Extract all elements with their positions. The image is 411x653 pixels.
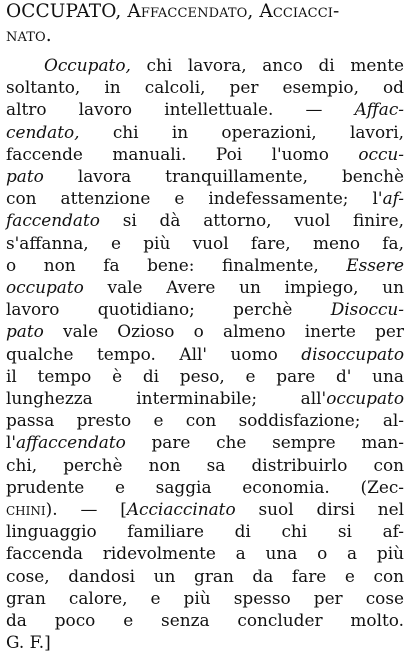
text-run: suol dirsi nel <box>235 499 404 520</box>
text-line <box>6 98 404 120</box>
headword-occupato: OCCUPATO, <box>6 1 122 22</box>
text-line <box>6 54 404 76</box>
text-line <box>6 476 404 498</box>
entry-definition <box>6 54 404 653</box>
text-run: passa presto e con soddisfazione; al- <box>6 410 404 431</box>
text-line <box>6 431 404 453</box>
citation-author: chini <box>6 499 46 520</box>
italic-term: Essere <box>346 254 404 275</box>
text-line <box>6 254 404 276</box>
italic-term: faccendato <box>6 210 100 231</box>
text-run: chi in operazioni, lavori, <box>79 121 404 142</box>
text-run: ). — [ <box>45 499 127 520</box>
text-run: lavoro quotidiano; perchè <box>6 299 331 320</box>
text-line <box>6 587 404 609</box>
text-run: cose, dandosi un gran da fare e con <box>6 565 404 586</box>
italic-term: cendato, <box>6 121 80 142</box>
italic-term: af- <box>382 188 404 209</box>
text-line <box>6 387 404 409</box>
text-run: o non fa bene: finalmente, <box>6 254 347 275</box>
text-line <box>6 520 404 542</box>
text-run: chi, perchè non sa distribuirlo con <box>6 454 404 475</box>
text-line <box>6 232 404 254</box>
text-line <box>6 187 404 209</box>
text-run: pare che sempre man- <box>125 432 404 453</box>
text-run: qualche tempo. All' uomo <box>6 343 302 364</box>
text-run: lavora tranquillamente, benchè <box>43 166 404 187</box>
text-line <box>6 121 404 143</box>
text-line <box>6 209 404 231</box>
text-run: il tempo è di peso, e pare d' una <box>6 365 404 386</box>
text-line <box>6 498 404 520</box>
text-run: s'affanna, e più vuol fare, meno fa, <box>6 232 404 253</box>
text-line <box>6 143 404 165</box>
italic-term: disoccupato <box>301 343 404 364</box>
text-run: altro lavoro intellettuale. — <box>6 99 355 120</box>
text-line <box>6 565 404 587</box>
text-run: vale Avere un impiego, un <box>83 277 404 298</box>
text-line <box>6 631 404 653</box>
text-line <box>6 298 404 320</box>
text-run: soltanto, in calcoli, per esempio, od <box>6 77 404 98</box>
text-line <box>6 454 404 476</box>
italic-term: occupato <box>6 277 84 298</box>
text-run: linguaggio familiare di chi si af- <box>6 521 404 542</box>
italic-term: affaccendato <box>16 432 126 453</box>
italic-term: Affac- <box>354 99 404 120</box>
headword-acciaccinato-continuation: nato. <box>6 25 52 46</box>
italic-term: Acciaccinato <box>126 499 236 520</box>
text-line <box>6 609 404 631</box>
italic-term: pato <box>6 321 44 342</box>
text-line <box>6 76 404 98</box>
italic-term: occupato <box>326 388 404 409</box>
text-run: si dà attorno, vuol finire, <box>99 210 404 231</box>
text-line <box>6 542 404 564</box>
dictionary-page <box>6 0 404 653</box>
text-line <box>6 409 404 431</box>
text-run: prudente e saggia economia. (Zec- <box>6 476 404 497</box>
text-run: chi lavora, anco di mente <box>130 55 404 75</box>
text-run: lunghezza interminabile; all' <box>6 388 327 409</box>
entry-heading <box>6 0 404 48</box>
text-run: faccende manuali. Poi l'uomo <box>6 143 359 164</box>
text-line <box>6 343 404 365</box>
text-line <box>6 165 404 187</box>
text-run: da poco e senza concluder molto. <box>6 610 404 631</box>
italic-term: occu- <box>358 143 404 164</box>
headword-acciaccinato: Acciacci- <box>259 1 340 22</box>
text-run: l' <box>6 432 17 453</box>
italic-term: Occupato, <box>44 55 131 75</box>
text-line <box>6 320 404 342</box>
text-run: con attenzione e indefessamente; l' <box>6 188 383 209</box>
headword-affaccendato: Affaccendato, <box>127 1 254 22</box>
text-run: G. F.] <box>6 632 51 653</box>
text-run: faccenda ridevolmente a una o a più <box>6 543 404 564</box>
italic-term: Disoccu- <box>330 299 404 320</box>
text-run: vale Ozioso o almeno inerte per <box>43 321 404 342</box>
text-line <box>6 365 404 387</box>
text-run: gran calore, e più spesso per cose <box>6 587 404 608</box>
italic-term: pato <box>6 166 44 187</box>
text-line <box>6 276 404 298</box>
